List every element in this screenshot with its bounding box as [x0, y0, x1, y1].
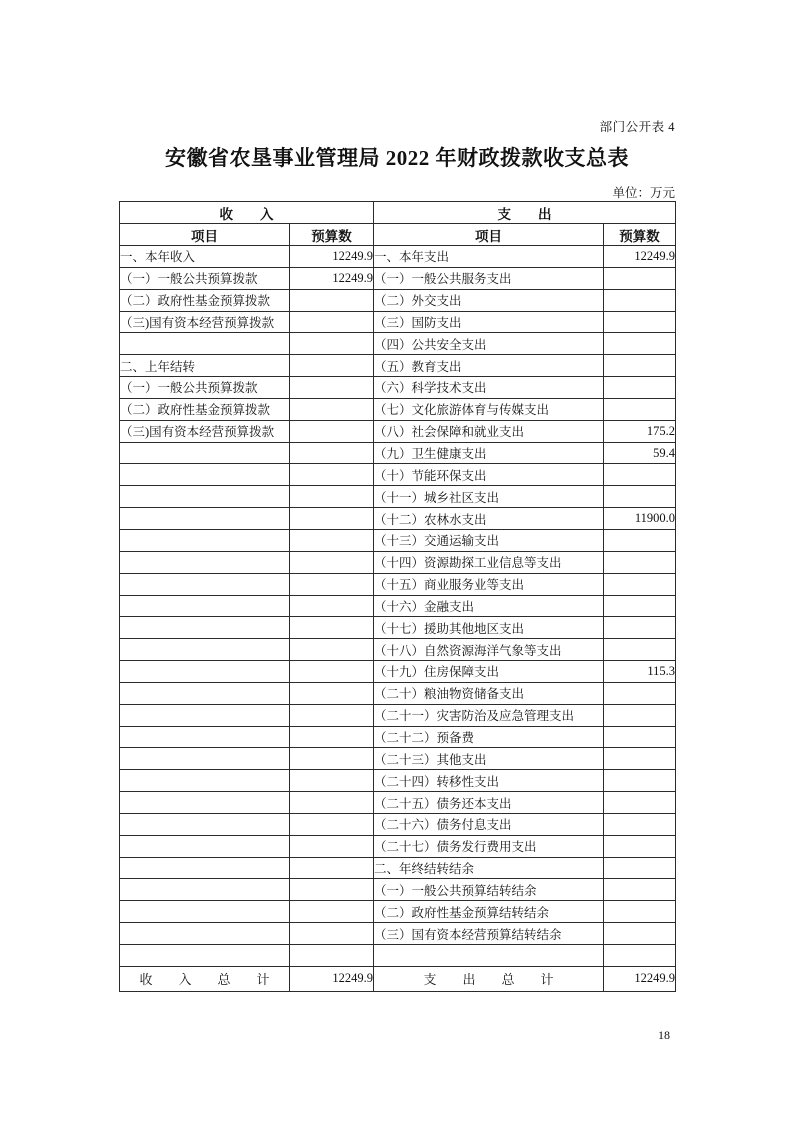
expenditure-item-column-header: 项目	[374, 224, 604, 246]
table-row	[120, 464, 676, 486]
item-cell	[120, 879, 290, 901]
income-total-label: 收 入 总 计	[120, 966, 290, 991]
budget-value-cell	[290, 573, 374, 595]
table-row	[120, 770, 676, 792]
income-item-column-header: 项目	[120, 224, 290, 246]
item-cell	[120, 770, 290, 792]
item-cell	[120, 857, 290, 879]
table-row	[120, 486, 676, 508]
table-row	[120, 573, 676, 595]
budget-value-cell	[604, 573, 676, 595]
item-cell: （九）卫生健康支出	[374, 442, 604, 464]
budget-value-cell	[290, 945, 374, 967]
budget-value-cell: 11900.0	[604, 508, 676, 530]
table-row	[120, 551, 676, 573]
item-cell: （八）社会保障和就业支出	[374, 420, 604, 442]
budget-value-cell	[290, 857, 374, 879]
item-cell: （十二）农林水支出	[374, 508, 604, 530]
item-cell	[120, 682, 290, 704]
table-row	[120, 726, 676, 748]
item-cell: （二十）粮油物资储备支出	[374, 682, 604, 704]
table-row	[120, 682, 676, 704]
budget-value-cell	[290, 442, 374, 464]
table-row	[120, 639, 676, 661]
income-budget-column-header: 预算数	[290, 224, 374, 246]
budget-value-cell	[290, 770, 374, 792]
expenditure-total-value: 12249.9	[604, 966, 676, 991]
budget-value-cell	[604, 682, 676, 704]
budget-value-cell	[604, 879, 676, 901]
item-cell	[120, 704, 290, 726]
column-header-row	[120, 224, 676, 246]
item-cell: （二）政府性基金预算结转结余	[374, 901, 604, 923]
table-row	[120, 529, 676, 551]
item-cell: （十一）城乡社区支出	[374, 486, 604, 508]
budget-value-cell	[290, 595, 374, 617]
budget-value-cell	[290, 923, 374, 945]
budget-value-cell	[604, 813, 676, 835]
table-row	[120, 267, 676, 289]
budget-value-cell	[604, 529, 676, 551]
income-section-header: 收 入	[120, 202, 374, 224]
item-cell: （十八）自然资源海洋气象等支出	[374, 639, 604, 661]
budget-value-cell	[604, 726, 676, 748]
item-cell: （一）一般公共预算拨款	[120, 267, 290, 289]
item-cell	[374, 945, 604, 967]
item-cell: （三)国有资本经营预算拨款	[120, 420, 290, 442]
table-row	[120, 857, 676, 879]
item-cell	[120, 508, 290, 530]
item-cell: （二十二）预备费	[374, 726, 604, 748]
budget-value-cell	[604, 267, 676, 289]
item-cell: （六）科学技术支出	[374, 377, 604, 399]
item-cell: （十九）住房保障支出	[374, 661, 604, 683]
budget-value-cell: 12249.9	[290, 246, 374, 268]
page-number: 18	[658, 1028, 670, 1042]
budget-value-cell	[290, 486, 374, 508]
budget-value-cell	[604, 617, 676, 639]
item-cell: （二十七）债务发行费用支出	[374, 835, 604, 857]
budget-value-cell	[604, 639, 676, 661]
item-cell: （十三）交通运输支出	[374, 529, 604, 551]
table-row	[120, 311, 676, 333]
budget-value-cell	[604, 857, 676, 879]
table-row	[120, 246, 676, 268]
item-cell: （三）国有资本经营预算结转结余	[374, 923, 604, 945]
table-row	[120, 661, 676, 683]
item-cell	[120, 529, 290, 551]
budget-value-cell	[604, 595, 676, 617]
item-cell: （二十一）灾害防治及应急管理支出	[374, 704, 604, 726]
table-row	[120, 398, 676, 420]
table-row	[120, 945, 676, 967]
budget-value-cell	[290, 682, 374, 704]
item-cell	[120, 945, 290, 967]
budget-value-cell	[290, 639, 374, 661]
budget-value-cell	[604, 311, 676, 333]
table-row	[120, 813, 676, 835]
budget-value-cell	[290, 835, 374, 857]
item-cell: （十七）援助其他地区支出	[374, 617, 604, 639]
table-row	[120, 704, 676, 726]
table-body	[120, 246, 676, 967]
item-cell: 二、上年结转	[120, 355, 290, 377]
item-cell	[120, 464, 290, 486]
table-row	[120, 508, 676, 530]
item-cell	[120, 442, 290, 464]
budget-value-cell	[604, 923, 676, 945]
budget-value-cell	[290, 879, 374, 901]
budget-value-cell	[604, 486, 676, 508]
table-row	[120, 289, 676, 311]
item-cell	[120, 901, 290, 923]
budget-value-cell	[604, 792, 676, 814]
budget-value-cell	[604, 355, 676, 377]
budget-value-cell: 175.2	[604, 420, 676, 442]
budget-value-cell	[290, 748, 374, 770]
item-cell	[120, 792, 290, 814]
page-title: 安徽省农垦事业管理局 2022 年财政拨款收支总表	[165, 146, 629, 170]
budget-value-cell	[290, 704, 374, 726]
budget-value-cell: 12249.9	[604, 246, 676, 268]
item-cell: （二）政府性基金预算拨款	[120, 398, 290, 420]
budget-value-cell	[604, 835, 676, 857]
table-row	[120, 901, 676, 923]
item-cell: （一）一般公共服务支出	[374, 267, 604, 289]
item-cell: （五）教育支出	[374, 355, 604, 377]
budget-value-cell	[604, 464, 676, 486]
budget-value-cell: 12249.9	[290, 267, 374, 289]
item-cell: 二、年终结转结余	[374, 857, 604, 879]
budget-value-cell	[290, 508, 374, 530]
item-cell	[120, 573, 290, 595]
budget-value-cell	[290, 726, 374, 748]
item-cell	[120, 486, 290, 508]
budget-value-cell	[290, 901, 374, 923]
budget-value-cell	[290, 792, 374, 814]
budget-value-cell	[604, 901, 676, 923]
item-cell: （二）外交支出	[374, 289, 604, 311]
item-cell	[120, 617, 290, 639]
item-cell	[120, 333, 290, 355]
item-cell: 一、本年收入	[120, 246, 290, 268]
table-row	[120, 748, 676, 770]
budget-value-cell	[290, 464, 374, 486]
item-cell: （二十三）其他支出	[374, 748, 604, 770]
table-row	[120, 355, 676, 377]
budget-value-cell	[290, 355, 374, 377]
form-number-label: 部门公开表 4	[599, 120, 675, 134]
item-cell: （三)国有资本经营预算拨款	[120, 311, 290, 333]
item-cell: （二十四）转移性支出	[374, 770, 604, 792]
budget-value-cell	[290, 289, 374, 311]
budget-value-cell	[604, 770, 676, 792]
budget-value-cell	[290, 420, 374, 442]
expenditure-total-label: 支 出 总 计	[374, 966, 604, 991]
budget-value-cell	[290, 551, 374, 573]
expenditure-section-header: 支 出	[374, 202, 676, 224]
item-cell	[120, 595, 290, 617]
table-row	[120, 595, 676, 617]
item-cell: （十四）资源勘探工业信息等支出	[374, 551, 604, 573]
budget-value-cell	[290, 529, 374, 551]
item-cell: （二十五）债务还本支出	[374, 792, 604, 814]
budget-value-cell	[604, 748, 676, 770]
income-total-value: 12249.9	[290, 966, 374, 991]
table-row	[120, 792, 676, 814]
budget-value-cell: 59.4	[604, 442, 676, 464]
budget-value-cell	[604, 398, 676, 420]
table-row	[120, 377, 676, 399]
table-row	[120, 442, 676, 464]
budget-value-cell	[290, 311, 374, 333]
table-row	[120, 923, 676, 945]
budget-value-cell	[290, 377, 374, 399]
table-row	[120, 617, 676, 639]
budget-value-cell	[604, 289, 676, 311]
item-cell: 一、本年支出	[374, 246, 604, 268]
item-cell: （四）公共安全支出	[374, 333, 604, 355]
budget-value-cell	[290, 398, 374, 420]
table-row	[120, 835, 676, 857]
item-cell	[120, 748, 290, 770]
total-row	[120, 966, 676, 991]
table-row	[120, 333, 676, 355]
expenditure-budget-column-header: 预算数	[604, 224, 676, 246]
table-row	[120, 420, 676, 442]
item-cell: （一）一般公共预算结转结余	[374, 879, 604, 901]
budget-value-cell	[290, 661, 374, 683]
item-cell: （十）节能环保支出	[374, 464, 604, 486]
budget-value-cell	[604, 333, 676, 355]
item-cell: （十六）金融支出	[374, 595, 604, 617]
budget-value-cell	[604, 704, 676, 726]
budget-value-cell: 115.3	[604, 661, 676, 683]
item-cell: （二十六）债务付息支出	[374, 813, 604, 835]
item-cell	[120, 639, 290, 661]
table-row	[120, 879, 676, 901]
unit-label: 单位：万元	[612, 186, 675, 200]
item-cell: （十五）商业服务业等支出	[374, 573, 604, 595]
budget-value-cell	[290, 813, 374, 835]
item-cell	[120, 551, 290, 573]
item-cell: （二）政府性基金预算拨款	[120, 289, 290, 311]
section-header-row	[120, 202, 676, 224]
budget-value-cell	[290, 333, 374, 355]
item-cell	[120, 661, 290, 683]
budget-value-cell	[604, 945, 676, 967]
item-cell	[120, 813, 290, 835]
item-cell: （三）国防支出	[374, 311, 604, 333]
item-cell	[120, 726, 290, 748]
item-cell: （一）一般公共预算拨款	[120, 377, 290, 399]
budget-value-cell	[604, 377, 676, 399]
budget-value-cell	[290, 617, 374, 639]
item-cell: （七）文化旅游体育与传媒支出	[374, 398, 604, 420]
item-cell	[120, 923, 290, 945]
item-cell	[120, 835, 290, 857]
budget-summary-table	[119, 201, 676, 992]
budget-value-cell	[604, 551, 676, 573]
